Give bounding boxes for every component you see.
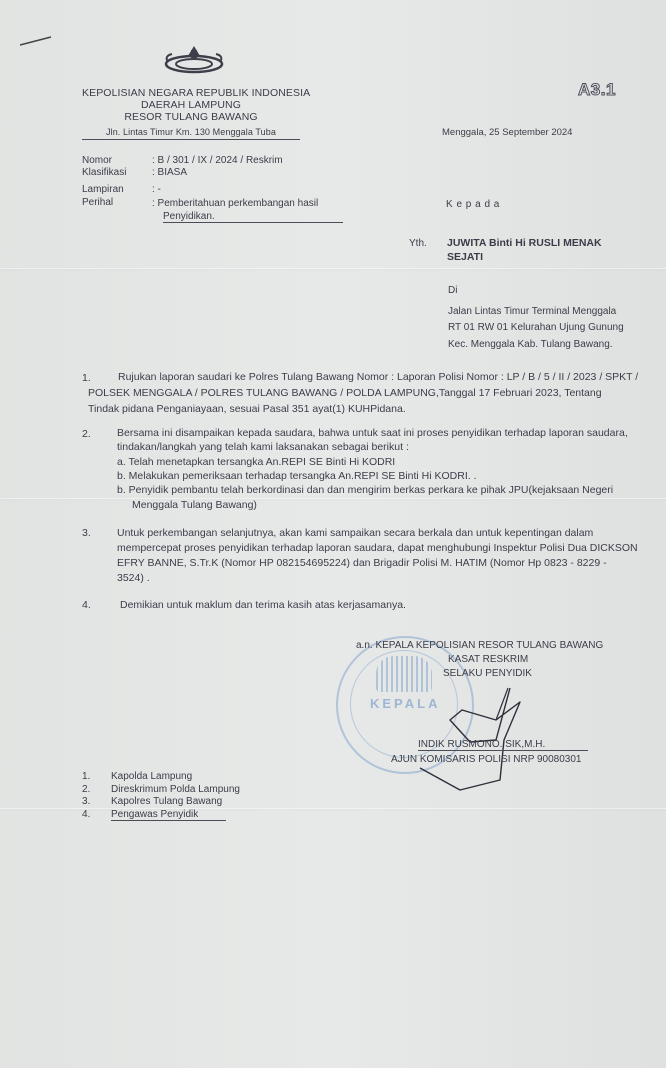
fold-line bbox=[0, 498, 666, 499]
perihal-label: Perihal bbox=[82, 197, 114, 208]
perihal-value-cont: Penyidikan. bbox=[163, 211, 343, 223]
paragraph-1-line: Tindak pidana Penganiayaan, sesuai Pasal 351 ayat(1) KUHPidana. bbox=[88, 403, 406, 415]
paragraph-number: 3. bbox=[82, 527, 91, 539]
stamp-word: KEPALA bbox=[370, 696, 441, 711]
signature-role: SELAKU PENYIDIK bbox=[443, 668, 532, 679]
tembusan-label: Kapolres Tulang Bawang bbox=[111, 796, 223, 807]
yth-label: Yth. bbox=[409, 238, 427, 249]
recipient-address-1: Jalan Lintas Timur Terminal Menggala bbox=[448, 306, 617, 317]
tembusan-label: Kapolda Lampung bbox=[111, 771, 193, 782]
tembusan-label: Direskrimum Polda Lampung bbox=[111, 783, 240, 795]
paragraph-2-item: b. Melakukan pemeriksaan terhadap tersangka An.REPI SE Binti Hi KODRI. . bbox=[117, 470, 477, 482]
di-label: Di bbox=[448, 285, 458, 296]
recipient-address-2: RT 01 RW 01 Kelurahan Ujung Gunung bbox=[448, 322, 624, 333]
recipient-name-cont: SEJATI bbox=[447, 251, 483, 263]
paragraph-3-line: Untuk perkembangan selanjutnya, akan kami sampaikan secara berkala dan untuk kepentingan dalam bbox=[117, 527, 594, 539]
nomor-value: : B / 301 / IX / 2024 / Reskrim bbox=[152, 155, 283, 166]
paragraph-3-line: EFRY BANNE, S.Tr.K (Nomor HP 082154695224) dan Brigadir Polisi M. HATIM (Nomor Hp 0823 - 8229 - bbox=[117, 557, 607, 569]
recipient-address-3: Kec. Menggala Kab. Tulang Bawang. bbox=[448, 339, 613, 350]
police-emblem-icon bbox=[162, 42, 226, 74]
letterhead bbox=[82, 87, 311, 140]
letterhead-line2: DAERAH LAMPUNG bbox=[140, 99, 241, 111]
letterhead-address: Jln. Lintas Timur Km. 130 Menggala Tuba bbox=[82, 123, 300, 140]
paragraph-1-line: Rujukan laporan saudari ke Polres Tulang Bawang Nomor : Laporan Polisi Nomor : LP / B / 5 / II / 2023 / SPKT / bbox=[118, 371, 639, 383]
paragraph-3-line: mempercepat proses penyidikan terhadap laporan saudara, dapat menghubungi Inspektur Polisi Dua DICKSON bbox=[117, 542, 638, 554]
tembusan-number: 1. bbox=[82, 771, 91, 782]
place-date: Menggala, 25 September 2024 bbox=[442, 127, 573, 138]
fold-line bbox=[0, 268, 666, 269]
lampiran-value: : - bbox=[152, 184, 161, 195]
kepada-label: K e p a d a bbox=[446, 199, 500, 210]
tembusan-label: Pengawas Penyidik bbox=[111, 809, 226, 821]
recipient-name: JUWITA Binti Hi RUSLI MENAK bbox=[447, 237, 602, 249]
form-code-badge: A3.1 bbox=[578, 80, 616, 99]
paragraph-2-item-cont: Menggala Tulang Bawang) bbox=[132, 499, 257, 511]
paragraph-number: 4. bbox=[82, 599, 91, 611]
paragraph-3-line: 3524) . bbox=[117, 572, 150, 584]
letterhead-line1: KEPOLISIAN NEGARA REPUBLIK INDONESIA bbox=[82, 87, 311, 99]
paragraph-2-line: Bersama ini disampaikan kepada saudara, bahwa untuk saat ini proses penyidikan terhadap laporan saudara, bbox=[117, 427, 628, 439]
tembusan-number: 4. bbox=[82, 808, 91, 820]
signature-rank: AJUN KOMISARIS POLISI NRP 90080301 bbox=[391, 754, 582, 765]
nomor-label: Nomor bbox=[82, 155, 113, 166]
paragraph-4-line: Demikian untuk maklum dan terima kasih atas kerjasamanya. bbox=[120, 599, 406, 611]
tembusan-number: 2. bbox=[82, 783, 91, 795]
fold-line bbox=[0, 808, 666, 809]
tembusan-number: 3. bbox=[82, 796, 91, 807]
pen-mark bbox=[18, 34, 54, 48]
paragraph-number: 1. bbox=[82, 372, 91, 384]
klasifikasi-value: : BIASA bbox=[152, 167, 188, 178]
perihal-value: : Pemberitahuan perkembangan hasil bbox=[152, 198, 319, 209]
signature-name: INDIK RUSMONO. SIK,M.H. bbox=[418, 739, 588, 751]
paragraph-2-item: a. Telah menetapkan tersangka An.REPI SE Binti Hi KODRI bbox=[117, 456, 396, 468]
letterhead-line3: RESOR TULANG BAWANG bbox=[124, 111, 258, 123]
paragraph-number: 2. bbox=[82, 428, 91, 440]
signature-an: a.n. KEPALA KEPOLISIAN RESOR TULANG BAWANG bbox=[356, 640, 604, 651]
paragraph-2-line: tindakan/langkah yang telah kami laksanakan sebagai berikut : bbox=[117, 441, 409, 453]
paragraph-1-line: POLSEK MENGGALA / POLRES TULANG BAWANG / POLDA LAMPUNG,Tanggal 17 Februari 2023, Tentang bbox=[88, 387, 602, 399]
lampiran-label: Lampiran bbox=[82, 184, 124, 195]
klasifikasi-label: Klasifikasi bbox=[82, 167, 127, 178]
signature-title: KASAT RESKRIM bbox=[448, 654, 529, 665]
paragraph-2-item: b. Penyidik pembantu telah berkordinasi dan dan mengirim berkas perkara ke pihak JPU(kejaksaan Negeri bbox=[117, 484, 614, 496]
